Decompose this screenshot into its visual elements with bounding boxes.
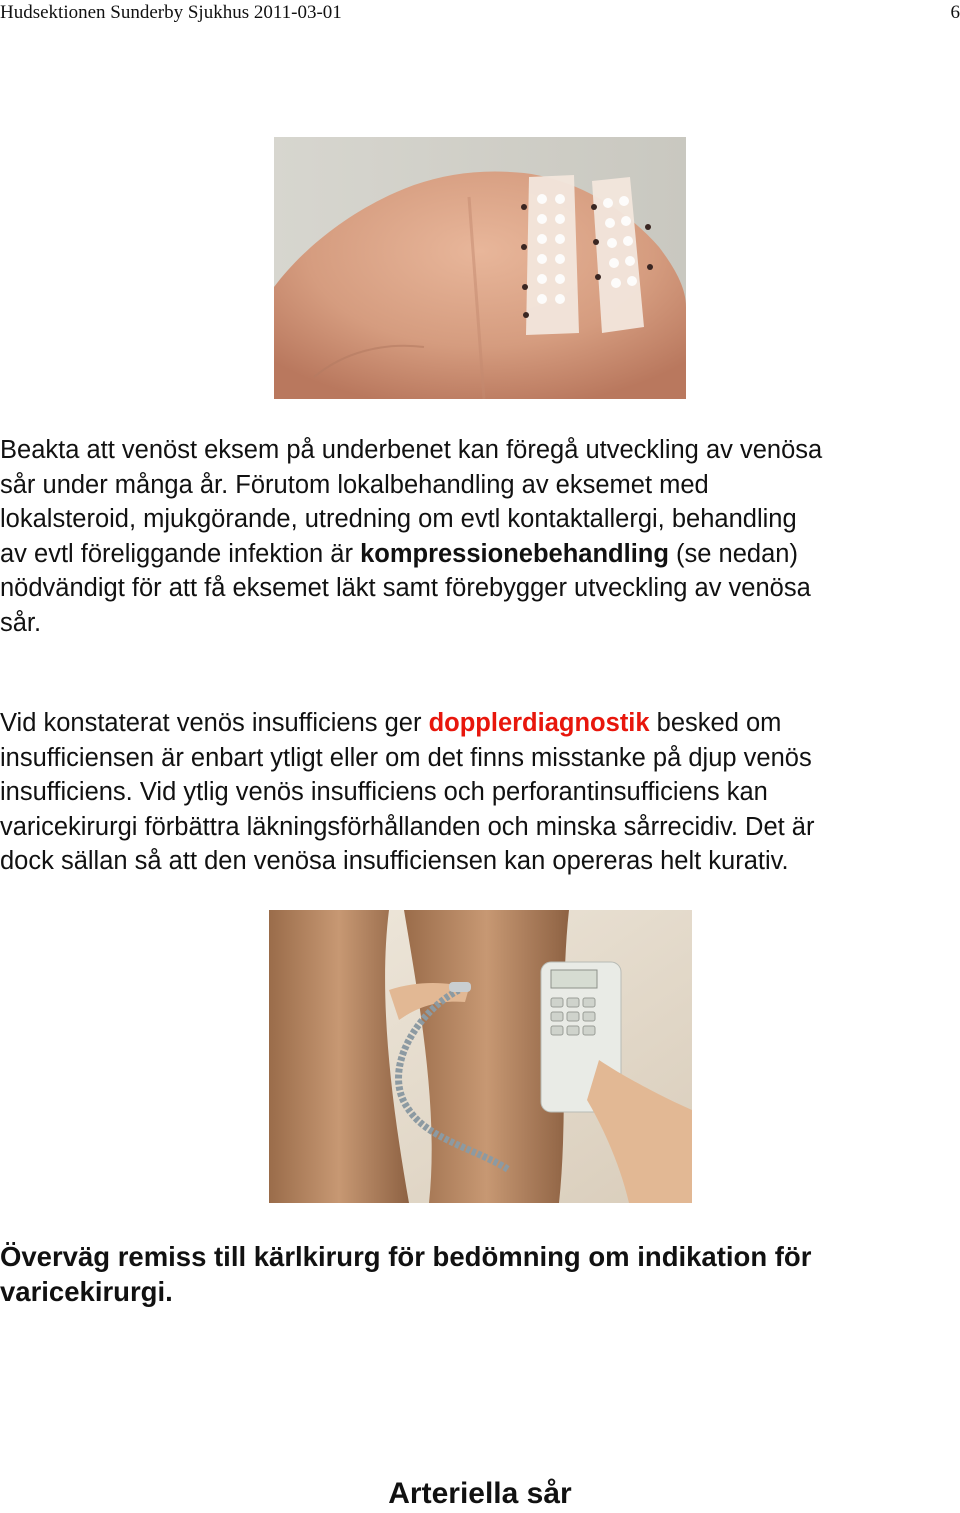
text-run: (se nedan): [668, 539, 798, 568]
text-run: av evtl föreliggande infektion är: [0, 539, 361, 568]
doppler-term: dopplerdiagnostik: [428, 709, 650, 737]
paragraph-line: Beakta att venöst eksem på underbenet kan föregå utveckling av venösa: [0, 436, 823, 464]
section-title: Arteriella sår: [388, 1477, 572, 1510]
paragraph-line: insufficiens. Vid ytlig venös insufficiens och perforantinsufficiens kan: [0, 778, 768, 806]
compression-term: kompressionebehandling: [360, 539, 669, 568]
paragraph-line: nödvändigt för att få eksemet läkt samt förebygger utveckling av venösa: [0, 574, 811, 602]
paragraph-line: insufficiensen är enbart ytligt eller om det finns misstanke på djup venös: [0, 743, 812, 772]
doppler-examination-photo: [269, 910, 692, 1203]
text-run: besked om: [649, 709, 782, 737]
page-number: 6: [950, 2, 960, 23]
header-title: Hudsektionen Sunderby Sjukhus 2011-03-01: [0, 2, 342, 23]
paragraph-line: lokalsteroid, mjukgörande, utredning om evtl kontaktallergi, behandling: [0, 505, 797, 533]
paragraph-doppler: [0, 706, 960, 879]
paragraph-line: [0, 537, 960, 572]
note-line: Överväg remiss till kärlkirurg för bedömning om indikation för: [0, 1241, 812, 1272]
note-line: varicekirurgi.: [0, 1276, 173, 1307]
patch-test-back-photo: [274, 137, 686, 399]
referral-note: [0, 1239, 960, 1309]
paragraph-line: sår under många år. Förutom lokalbehandling av eksemet med: [0, 470, 709, 499]
page-header: [0, 2, 960, 26]
paragraph-line: [0, 706, 960, 741]
paragraph-line: varicekirurgi förbättra läkningsförhållanden och minska sårrecidiv. Det är: [0, 812, 815, 841]
paragraph-venous-eczema: [0, 433, 960, 640]
paragraph-line: dock sällan så att den venösa insufficiensen kan opereras helt kurativ.: [0, 847, 789, 875]
paragraph-line: sår.: [0, 608, 42, 637]
text-run: Vid konstaterat venös insufficiens ger: [0, 709, 429, 737]
